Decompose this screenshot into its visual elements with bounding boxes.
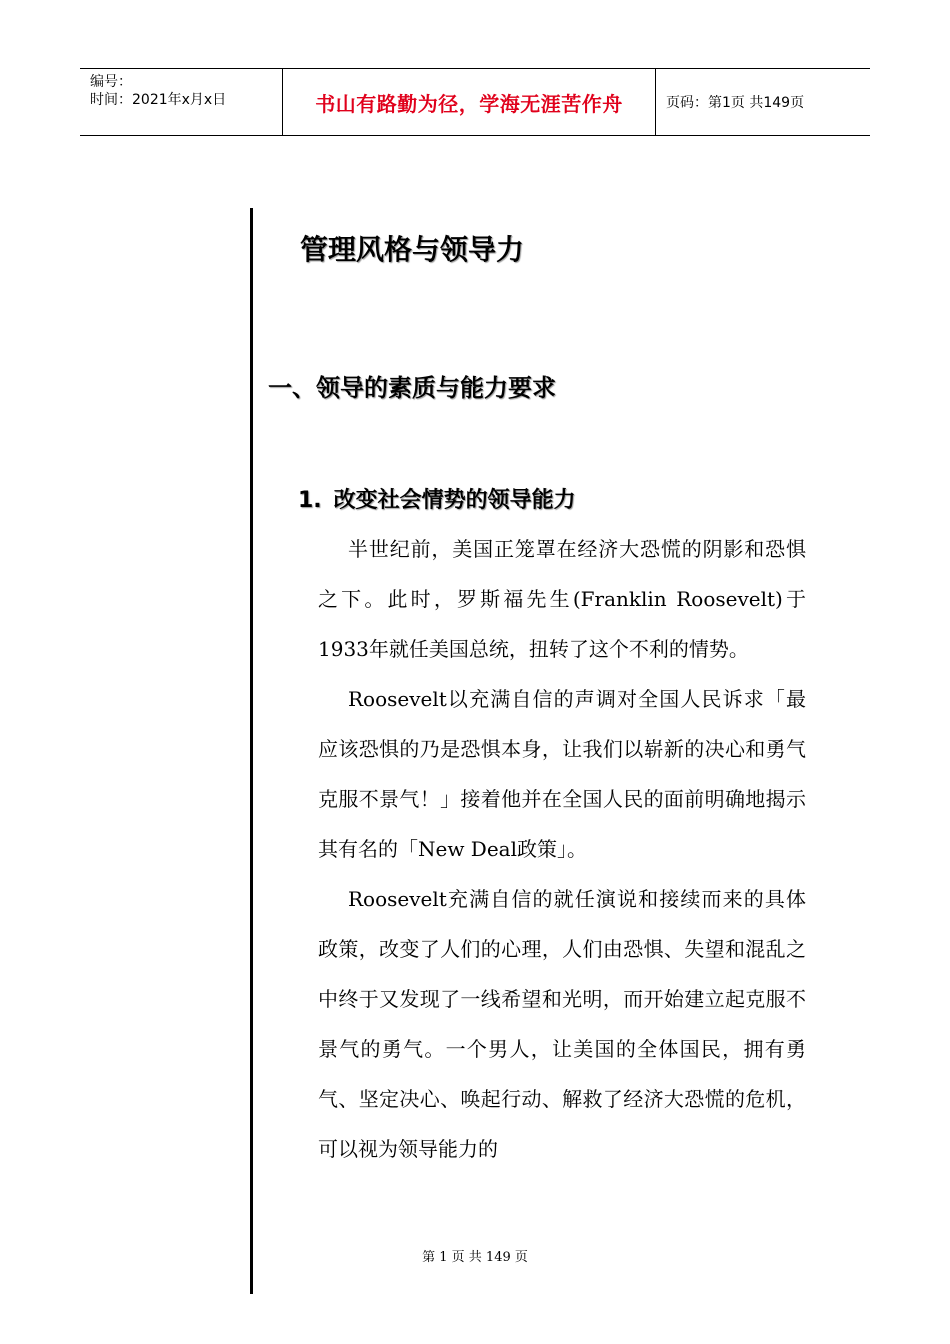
subsection-heading (298, 483, 576, 514)
paragraph-2: Roosevelt以充满自信的声调对全国人民诉求「最应该恐惧的乃是恐惧本身，让我们以崭新的决心和勇气克服不景气！」接着他并在全国人民的面前明确地揭示其有名的「New Deal政策」。 (318, 687, 806, 861)
paragraph-1: 半世纪前，美国正笼罩在经济大恐慌的阴影和恐惧之下。此时，罗斯福先生(Franklin Roosevelt)于1933年就任美国总统，扭转了这个不利的情势。 (318, 537, 806, 661)
document-title: 管理风格与领导力 (300, 233, 525, 266)
paragraph-3: Roosevelt充满自信的就任演说和接续而来的具体政策，改变了人们的心理，人们由恐惧、失望和混乱之中终于又发现了一线希望和光明，而开始建立起克服不景气的勇气。一个男人，让美国的全体国民，拥有勇气、坚定决心、唤起行动、解救了经济大恐慌的危机，可以视为领导能力的 (318, 887, 806, 1161)
time-label: 时间：2021年x月x日 (90, 92, 227, 108)
header-meta (80, 69, 282, 135)
serial-label: 编号： (90, 74, 132, 90)
page-header (80, 68, 870, 136)
header-motto: 书山有路勤为径，学海无涯苦作舟 (315, 91, 623, 116)
body-text (318, 524, 806, 1174)
subsection-number: 1. (298, 488, 322, 513)
header-page-info: 页码：第1页 共149页 (666, 95, 805, 111)
page-footer: 第 1 页 共 149 页 (422, 1250, 528, 1265)
subsection-title: 改变社会情势的领导能力 (333, 488, 576, 513)
header-motto-cell (282, 69, 656, 135)
section-heading: 一、领导的素质与能力要求 (268, 374, 556, 402)
header-page-info-cell (656, 69, 870, 135)
left-margin-rule (250, 208, 253, 1294)
